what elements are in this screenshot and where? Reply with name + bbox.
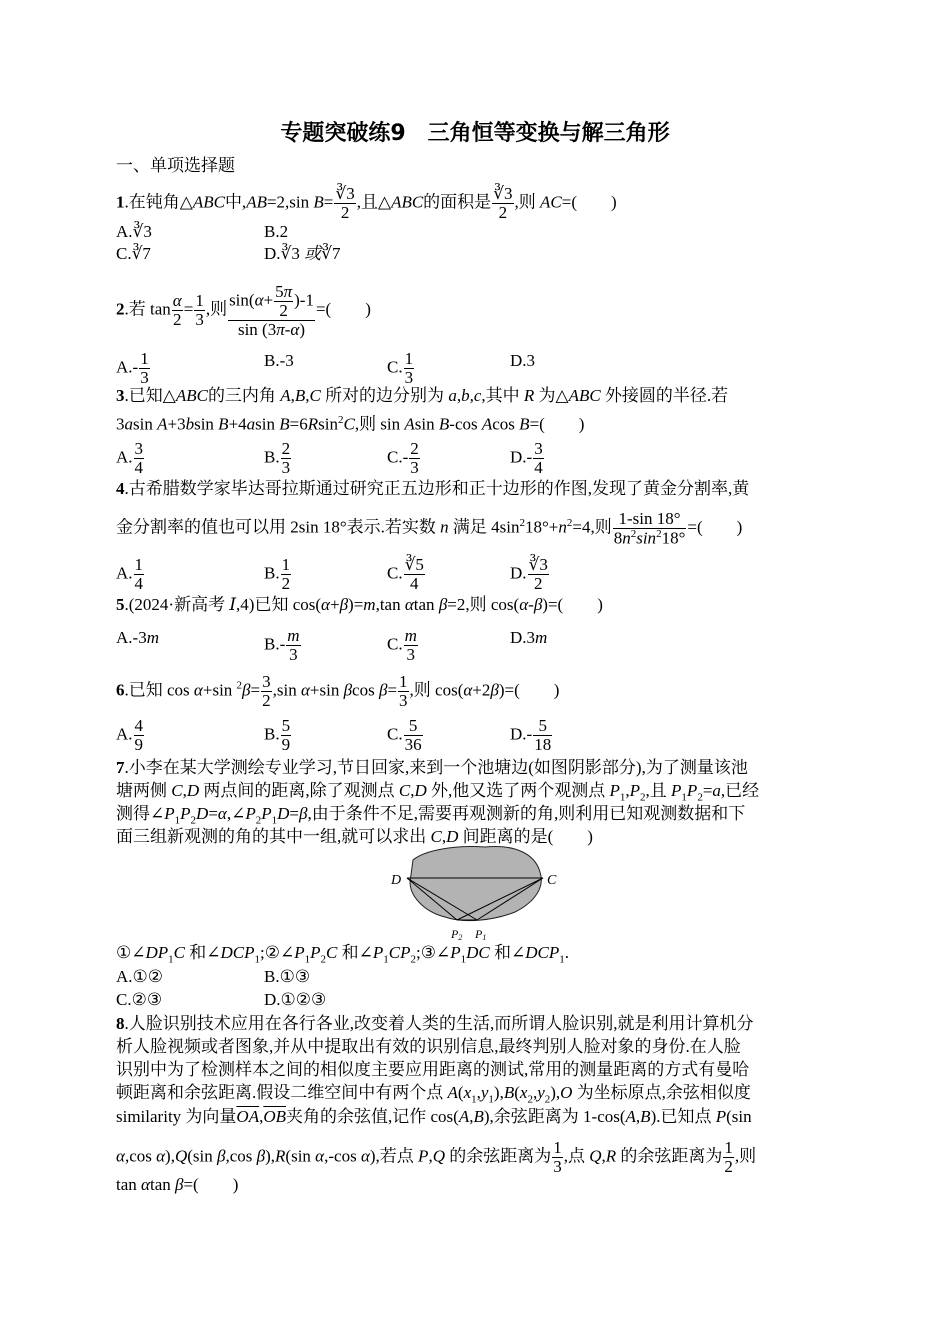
question-3-line-2: 3asin A+3bsin B+4asin B=6Rsin$^2$C,则 sin Asin B-cos Acos B=( ) bbox=[116, 414, 585, 434]
question-4-line-2: 金分割率的值也可以用 2sin 18°表示.若实数 n 满足 $4\sin^218^\circ+n^2=4$,则 $\frac{1-\sin 18^\circ}{8n^2\sin^218^\circ}$ =( ) bbox=[116, 509, 743, 548]
q7-option-c[interactable]: C.②③ bbox=[116, 990, 163, 1009]
q7-option-b[interactable]: B.①③ bbox=[264, 967, 311, 986]
q2-option-a[interactable]: A.- $\frac{1}{3}$ bbox=[116, 349, 149, 387]
pond-figure bbox=[385, 842, 565, 942]
page-title: 专题突破练9 三角恒等变换与解三角形 bbox=[280, 121, 670, 146]
question-8-line-4: 顿距离和余弦距离.假设二维空间中有两个点 $A(x_1,y_1),B(x_2,y_2),O$ 为坐标原点,余弦相似度 bbox=[116, 1083, 751, 1106]
q3-option-c[interactable]: C.- $\frac{2}{3}$ bbox=[387, 439, 419, 477]
q7-option-a[interactable]: A.①② bbox=[116, 967, 164, 986]
q2-option-c[interactable]: C. $\frac{1}{3}$ bbox=[387, 349, 414, 387]
q5-option-a[interactable]: A.-3m bbox=[116, 628, 159, 647]
q7-option-d[interactable]: D.①②③ bbox=[264, 990, 327, 1009]
label-d: D bbox=[391, 873, 402, 888]
question-8-line-2: 析人脸视频或者图象,并从中提取出有效的识别信息,最终判别人脸对象的身份.在人脸 bbox=[116, 1037, 741, 1056]
question-8-line-7: tan αtan β=( ) bbox=[116, 1175, 239, 1194]
q6-option-a[interactable]: A. $\frac{4}{9}$ bbox=[116, 716, 144, 754]
question-3-line-1: 3.已知△ABC的三内角 A,B,C 所对的边分别为 a,b,c,其中 R 为△ABC 外接圆的半径.若 bbox=[116, 386, 729, 405]
q6-option-b[interactable]: B. $\frac{5}{9}$ bbox=[264, 716, 291, 754]
q1-option-d[interactable]: D.∛3 或∛7 bbox=[264, 244, 341, 263]
question-8-line-3: 识别中为了检测样本之间的相似度主要应用距离的测试,常用的测量距离的方式有曼哈 bbox=[116, 1060, 750, 1079]
q6-option-d[interactable]: D.- $\frac{5}{18}$ bbox=[510, 716, 552, 754]
q5-option-b[interactable]: B.- $\frac{m}{3}$ bbox=[264, 626, 300, 664]
label-c: C bbox=[547, 873, 557, 888]
q2-option-b[interactable]: B.-3 bbox=[264, 351, 294, 370]
question-7-line-1: 7.小李在某大学测绘专业学习,节日回家,来到一个池塘边(如图阴影部分),为了测量该池 bbox=[116, 758, 748, 777]
question-8-line-6: α,cos α),Q(sin β,cos β),R(sin α,-cos α),若点 P,Q 的余弦距离为 $\frac{1}{3}$ ,点 Q,R 的余弦距离为 $\frac{1}{2}$ ,则 bbox=[116, 1138, 757, 1176]
q5-option-c[interactable]: C. $\frac{m}{3}$ bbox=[387, 626, 417, 664]
question-2: 2.若 tan $\frac{\alpha}{2}$ = $\frac{1}{3}$ ,则 sin(α+ $\frac{5\pi}{2}$ )-1 sin (3π-α) =( ) bbox=[116, 282, 371, 339]
section-heading: 一、单项选择题 bbox=[116, 156, 235, 176]
q2-option-d[interactable]: D.3 bbox=[510, 351, 536, 370]
label-p1: P1 bbox=[475, 927, 487, 942]
q4-option-b[interactable]: B. $\frac{1}{2}$ bbox=[264, 555, 291, 593]
q3-option-b[interactable]: B. $\frac{2}{3}$ bbox=[264, 439, 291, 477]
question-6: 6.已知 cos α+sin $^2$β= $\frac{3}{2}$ ,sin α+sin βcos β= $\frac{1}{3}$ ,则 cos(α+2β)=( ) bbox=[116, 672, 560, 710]
q3-option-a[interactable]: A. $\frac{3}{4}$ bbox=[116, 439, 144, 477]
question-8-line-5: similarity 为向量$\overline{OA},\overline{OB}$夹角的余弦值,记作 cos(A,B),余弦距离为 1-cos(A,B).已知点 P(sin bbox=[116, 1107, 752, 1126]
question-7-line-5: $①\angle DP_1C$ 和$\angle DCP_1;②\angle P_1P_2C$ 和$\angle P_1CP_2;③\angle P_1DC$ 和$\angle DCP_1$. bbox=[116, 943, 569, 966]
q4-option-a[interactable]: A. $\frac{1}{4}$ bbox=[116, 555, 144, 593]
question-8-line-1: 8.人脸识别技术应用在各行各业,改变着人类的生活,而所谓人脸识别,就是利用计算机分 bbox=[116, 1014, 754, 1033]
question-7-line-4: 面三组新观测的角的其中一组,就可以求出 C,D 间距离的是( ) bbox=[116, 827, 593, 846]
q1-option-c[interactable]: C.∛7 bbox=[116, 244, 151, 263]
q4-option-d[interactable]: D. $\frac{∛3}{2}$ bbox=[510, 555, 548, 593]
q1-option-b[interactable]: B.2 bbox=[264, 222, 289, 241]
pond-shape bbox=[410, 846, 541, 920]
label-p2: P2 bbox=[451, 927, 463, 942]
q5-option-d[interactable]: D.3m bbox=[510, 628, 548, 647]
q6-option-c[interactable]: C. $\frac{5}{36}$ bbox=[387, 716, 422, 754]
question-7-line-3: 测得$\angle P_1P_2D=\alpha,\angle P_2P_1D=\beta$,由于条件不足,需要再观测新的角,则利用已知观测数据和下 bbox=[116, 804, 746, 827]
q1-option-a[interactable]: A.∛3 bbox=[116, 222, 152, 241]
q4-option-c[interactable]: C. $\frac{∛5}{4}$ bbox=[387, 555, 424, 593]
question-7-line-2: 塘两侧 C,D 两点间的距离,除了观测点 C,D 外,他又选了两个观测点 $P_1,P_2$,且 $P_1P_2=a$,已经 bbox=[116, 781, 760, 804]
question-4-line-1: 4.古希腊数学家毕达哥拉斯通过研究正五边形和正十边形的作图,发现了黄金分割率,黄 bbox=[116, 479, 750, 498]
question-1: 1.在钝角△ABC中,AB=2,sin B= $\frac{∛3}{2}$ ,且△ABC的面积是 $\frac{∛3}{2}$ ,则 AC=( ) bbox=[116, 184, 617, 222]
question-5: 5.(2024·新高考 Ⅰ,4)已知 cos(α+β)=m,tan αtan β=2,则 cos(α-β)=( ) bbox=[116, 595, 603, 614]
q3-option-d[interactable]: D.- $\frac{3}{4}$ bbox=[510, 439, 543, 477]
